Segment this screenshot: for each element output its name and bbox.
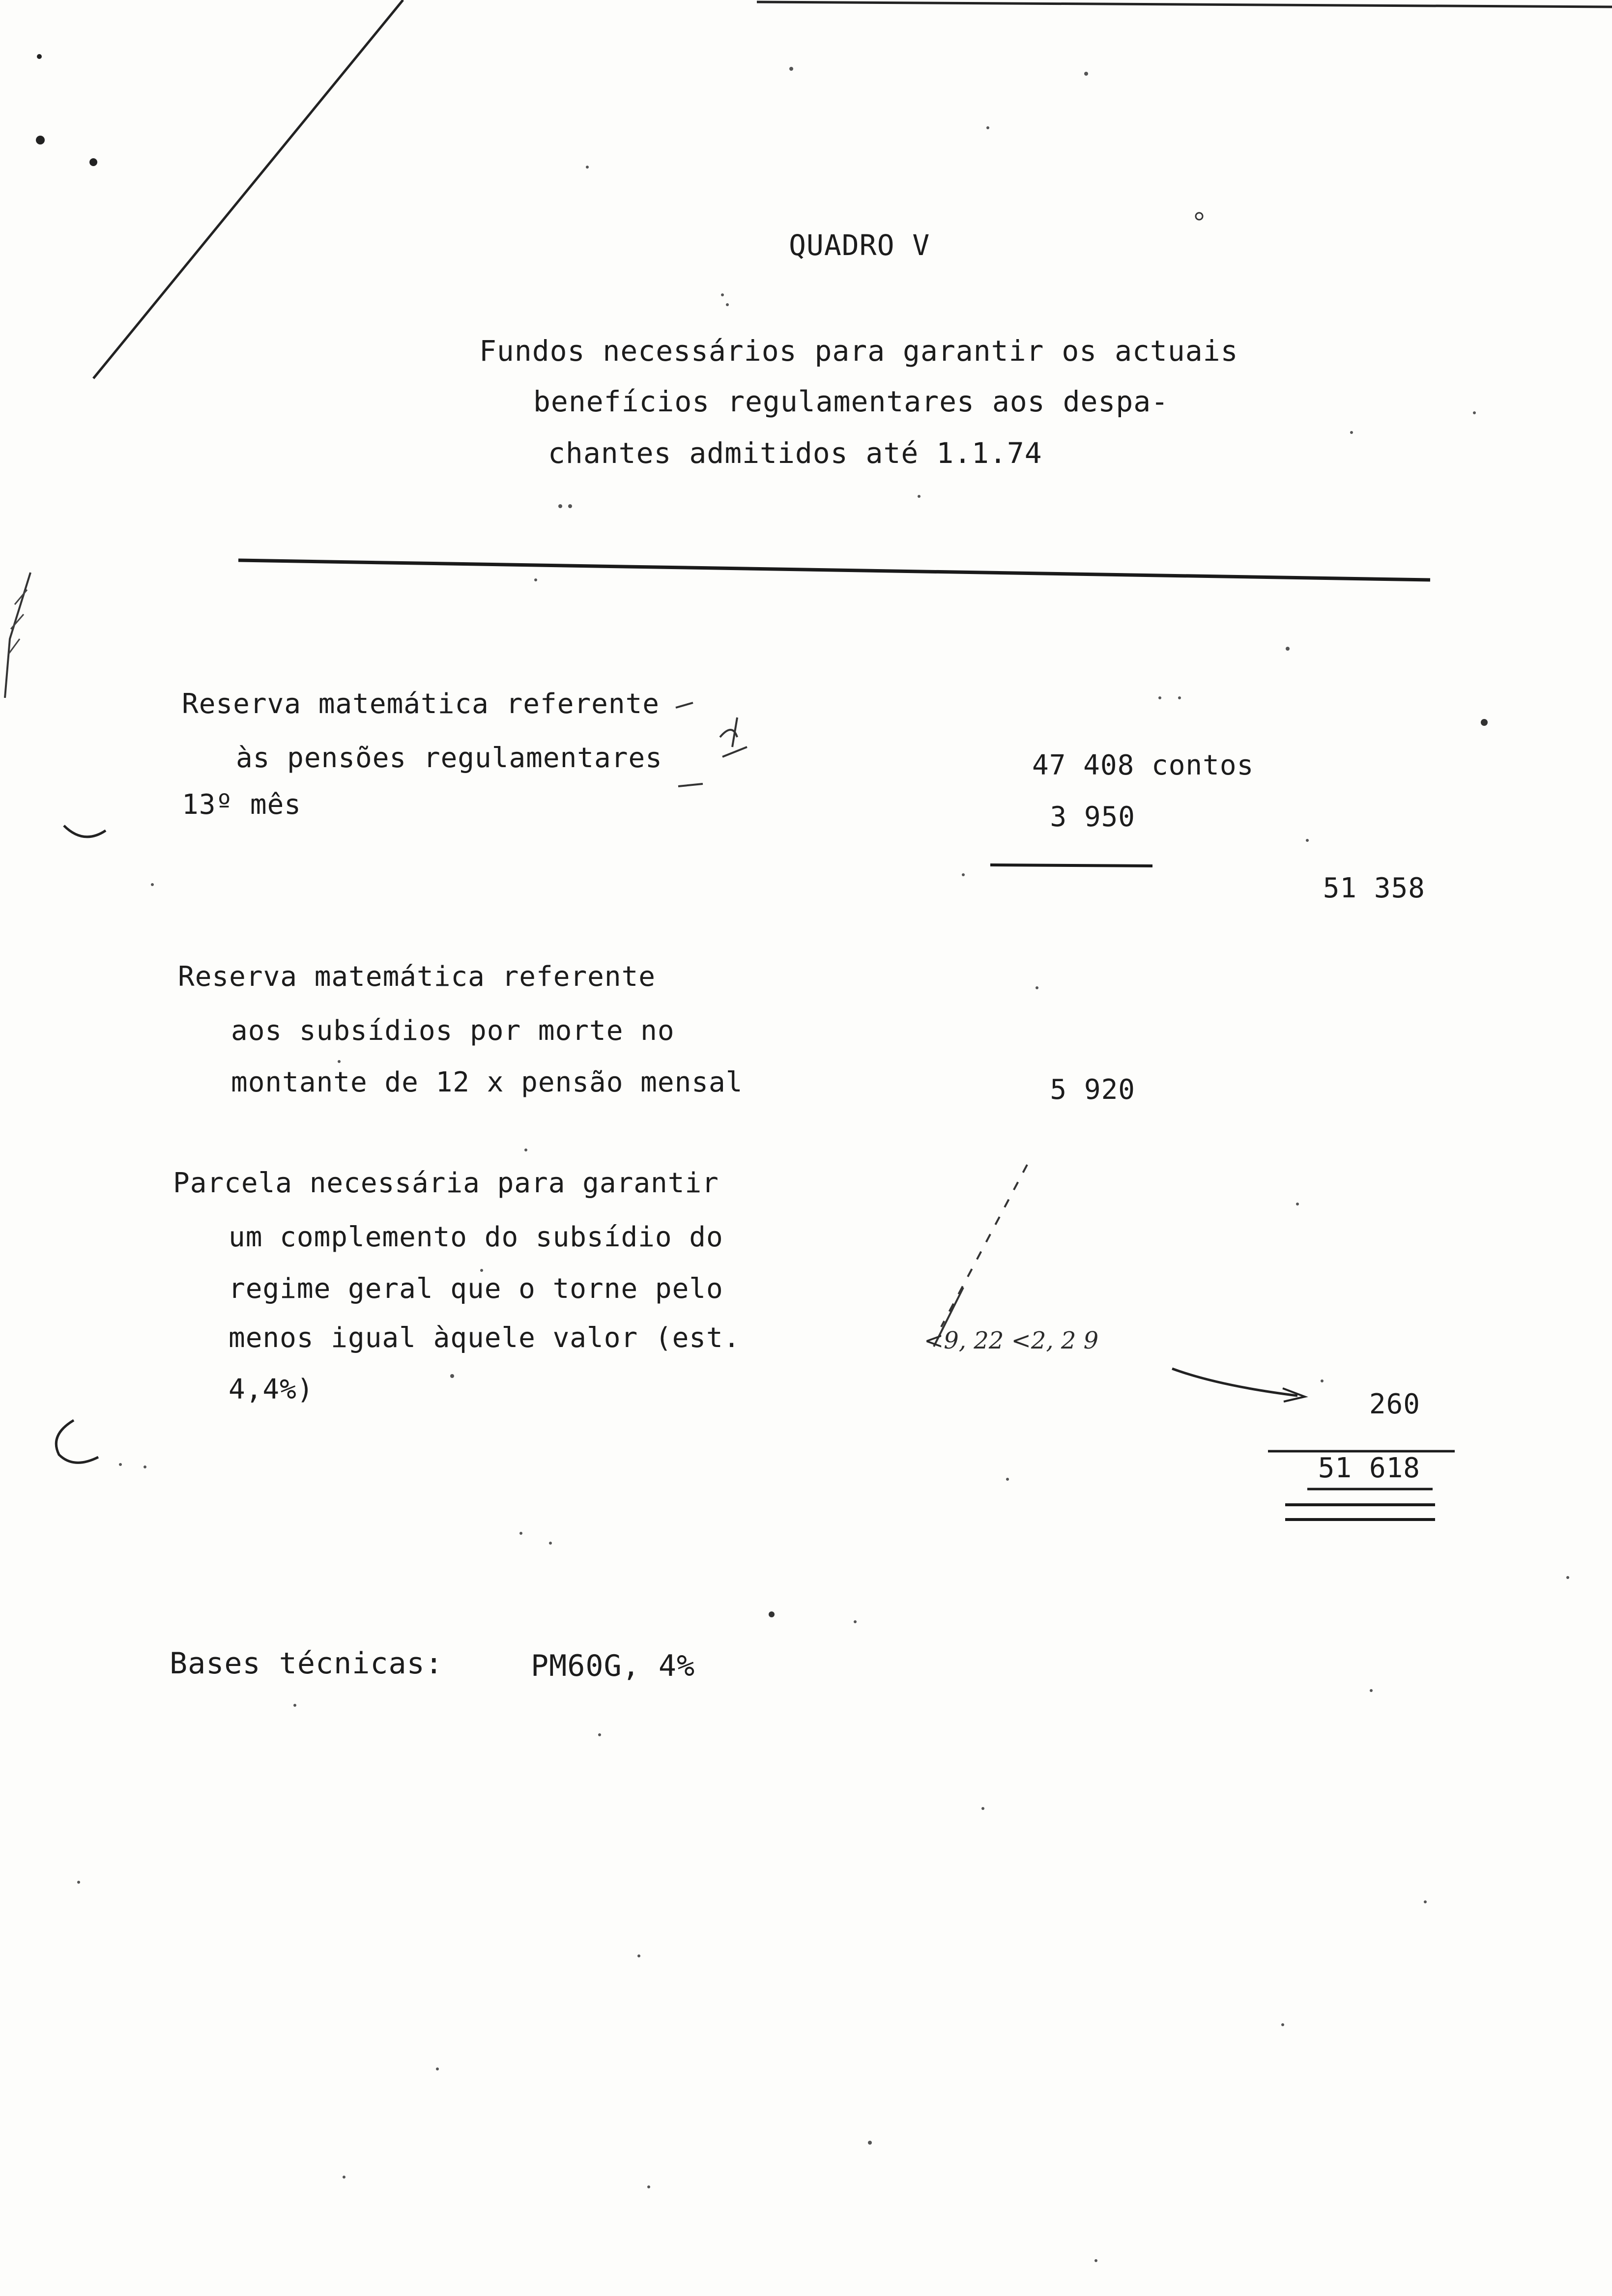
section-1-line-3: 13º mês <box>182 789 302 821</box>
heading-line-3: chantes admitidos até 1.1.74 <box>548 436 1042 470</box>
margin-loop <box>56 1420 98 1463</box>
section-2-line-1: Reserva matemática referente <box>178 961 656 993</box>
handwritten-note: <9, 22 <2, 2 9 <box>924 1327 1099 1354</box>
section-2-line-3: montante de 12 x pensão mensal <box>231 1066 743 1098</box>
section-3-line-1: Parcela necessária para garantir <box>173 1167 719 1199</box>
section-1-line-1: Reserva matemática referente <box>182 688 660 720</box>
diagonal-stroke <box>93 0 403 378</box>
section-2-line-2: aos subsídios por morte no <box>231 1015 675 1047</box>
heading-rule <box>238 560 1430 580</box>
heading-line-2: benefícios regulamentares aos despa- <box>533 385 1169 418</box>
subtotal-underline <box>990 865 1152 866</box>
pensions-value: 47 408 contos <box>1032 749 1254 781</box>
handwritten-arrow <box>1172 1369 1297 1396</box>
page-title: QUADRO V <box>789 229 930 262</box>
section-1-line-2: às pensões regulamentares <box>236 742 662 774</box>
complement-value: 260 <box>1369 1388 1420 1420</box>
top-edge-line <box>757 2 1612 7</box>
heading-line-1: Fundos necessários para garantir os actuais <box>479 334 1238 368</box>
bases-value: PM60G, 4% <box>531 1649 695 1683</box>
death-benefit-value: 5 920 <box>1050 1074 1135 1106</box>
section-1-subtotal: 51 358 <box>1323 872 1425 904</box>
section-3-line-4: menos igual àquele valor (est. <box>229 1322 741 1354</box>
month-13-value: 3 950 <box>1050 801 1135 833</box>
section-3-line-2: um complemento do subsídio do <box>229 1221 723 1253</box>
bases-label: Bases técnicas: <box>170 1646 443 1681</box>
section-3-line-5: 4,4%) <box>229 1374 314 1406</box>
margin-arc <box>64 826 106 837</box>
grand-total: 51 618 <box>1318 1452 1420 1484</box>
section-3-line-3: regime geral que o torne pelo <box>229 1273 723 1305</box>
